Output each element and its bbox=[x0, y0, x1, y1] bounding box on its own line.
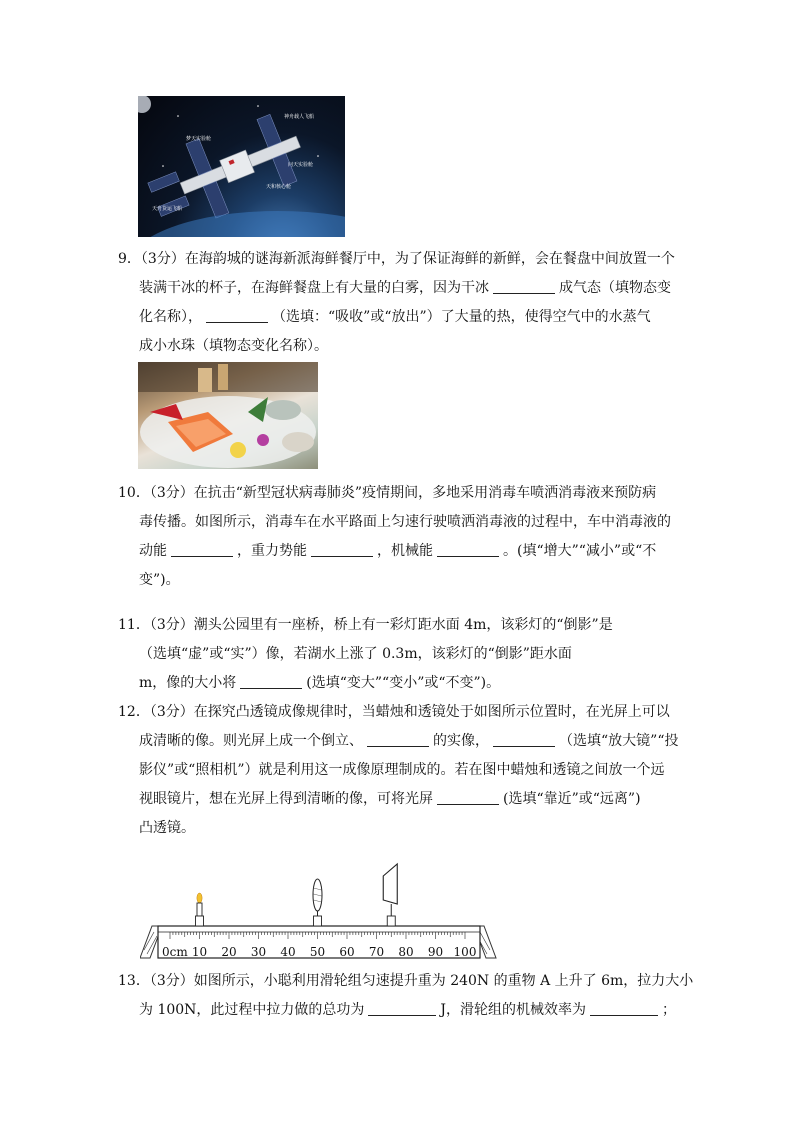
question-text: 成气态（填物态变 bbox=[559, 280, 671, 296]
answer-blank[interactable] bbox=[206, 308, 268, 323]
question-number: 10． bbox=[118, 485, 150, 501]
scale-tick-label: 100 bbox=[453, 945, 477, 959]
question-text: 毒传播。如图所示，消毒车在水平路面上匀速行驶喷洒消毒液的过程中，车中消毒液的 bbox=[139, 514, 671, 530]
question-text: 凸透镜。 bbox=[139, 820, 195, 836]
question-text: 动能 bbox=[139, 543, 167, 559]
question-text: 为 100N，此过程中拉力做的总功为 bbox=[139, 1002, 365, 1018]
answer-blank[interactable] bbox=[311, 542, 373, 557]
convex-lens bbox=[313, 879, 322, 926]
question-text: (选填“靠近”或“远离”) bbox=[503, 791, 641, 807]
question-text: 化名称）， bbox=[139, 309, 202, 325]
question-number: 9． bbox=[118, 251, 141, 267]
question-text: 变”)。 bbox=[139, 572, 180, 588]
station-label: 神舟载人飞船 bbox=[284, 114, 315, 120]
scale-tick-label: 30 bbox=[250, 945, 267, 959]
answer-blank[interactable] bbox=[493, 279, 555, 294]
question-text: 影仪”或“照相机”）就是利用这一成像原理制成的。若在图中蜡烛和透镜之间放一个远 bbox=[139, 762, 665, 778]
optical-bench-diagram bbox=[140, 860, 500, 965]
question-text: 成小水珠（填物态变化名称）。 bbox=[139, 338, 328, 354]
question-text: m，像的大小将 bbox=[139, 675, 237, 691]
question-score: （3分） bbox=[149, 973, 194, 989]
station-label: 梦天实验舱 bbox=[186, 136, 212, 142]
answer-blank[interactable] bbox=[240, 674, 302, 689]
question-text: 。(填“增大”“减小”或“不 bbox=[503, 543, 657, 559]
question-score: （3分） bbox=[149, 617, 194, 633]
scale-tick-label: 60 bbox=[339, 945, 355, 959]
space-station-illustration bbox=[138, 96, 345, 237]
answer-blank[interactable] bbox=[590, 1001, 658, 1016]
light-screen bbox=[383, 864, 397, 926]
station-label: 问天实验舱 bbox=[288, 162, 314, 168]
scale-tick-label: 40 bbox=[280, 945, 296, 959]
question-text: ； bbox=[662, 1002, 677, 1018]
question-text: 的实像， bbox=[433, 733, 489, 749]
question-number: 12． bbox=[118, 704, 150, 720]
space-station-image bbox=[138, 96, 345, 237]
question-text: 在海韵城的谜海新派海鲜餐厅中，为了保证海鲜的新鲜，会在餐盘中间放置一个 bbox=[184, 251, 675, 267]
scale-tick-label: 70 bbox=[368, 945, 385, 959]
question-text: 如图所示，小聪利用滑轮组匀速提升重为 240N 的重物 A 上升了 6m，拉力大小 bbox=[193, 973, 694, 989]
question-text: （选填“放大镜”“投 bbox=[559, 733, 679, 749]
question-text: 视眼镜片，想在光屏上得到清晰的像，可将光屏 bbox=[139, 791, 433, 807]
question-11 bbox=[118, 611, 678, 698]
question-text: ，重力势能 bbox=[237, 543, 307, 559]
answer-blank[interactable] bbox=[367, 732, 429, 747]
seafood-illustration bbox=[138, 362, 318, 469]
answer-blank[interactable] bbox=[368, 1001, 436, 1016]
scale-tick-label: 20 bbox=[221, 945, 237, 959]
question-score: （3分） bbox=[140, 251, 185, 267]
question-text: 成清晰的像。则光屏上成一个倒立、 bbox=[139, 733, 363, 749]
question-text: J，滑轮组的机械效率为 bbox=[440, 1002, 587, 1018]
station-label: 天舟货运飞船 bbox=[152, 206, 183, 212]
question-text: 在探究凸透镜成像规律时，当蜡烛和透镜处于如图所示位置时，在光屏上可以 bbox=[193, 704, 670, 720]
candle-flame-icon bbox=[197, 893, 202, 903]
question-score: （3分） bbox=[149, 704, 194, 720]
question-number: 11． bbox=[118, 617, 150, 633]
seafood-platter-image bbox=[138, 362, 318, 469]
scale-tick-label: 90 bbox=[427, 945, 444, 959]
question-number: 13． bbox=[118, 973, 150, 989]
question-text: 装满干冰的杯子，在海鲜餐盘上有大量的白雾，因为干冰 bbox=[139, 280, 489, 296]
question-9 bbox=[118, 245, 678, 361]
answer-blank[interactable] bbox=[437, 790, 499, 805]
answer-blank[interactable] bbox=[437, 542, 499, 557]
question-text: 在抗击“新型冠状病毒肺炎”疫情期间，多地采用消毒车喷洒消毒液来预防病 bbox=[193, 485, 657, 501]
scale-tick-label: 50 bbox=[309, 945, 326, 959]
question-text: ，机械能 bbox=[377, 543, 433, 559]
question-text: （选填：“吸收”或“放出”）了大量的热，使得空气中的水蒸气 bbox=[272, 309, 651, 325]
station-label: 天和核心舱 bbox=[266, 184, 292, 190]
question-score: （3分） bbox=[149, 485, 194, 501]
question-12 bbox=[118, 698, 678, 843]
candle bbox=[196, 893, 204, 926]
scale-unit-label: 0cm bbox=[162, 945, 188, 959]
question-text: (选填“变大”“变小”或“不变”)。 bbox=[306, 675, 501, 691]
answer-blank[interactable] bbox=[171, 542, 233, 557]
answer-blank[interactable] bbox=[493, 732, 555, 747]
question-text: （选填“虚”或“实”）像，若湖水上涨了 0.3m，该彩灯的“倒影”距水面 bbox=[139, 646, 572, 662]
question-10 bbox=[118, 479, 678, 595]
scale-tick-label: 10 bbox=[191, 945, 208, 959]
question-text: 潮头公园里有一座桥，桥上有一彩灯距水面 4m，该彩灯的“倒影”是 bbox=[193, 617, 613, 633]
scale-tick-label: 80 bbox=[398, 945, 414, 959]
question-13 bbox=[118, 967, 694, 1025]
